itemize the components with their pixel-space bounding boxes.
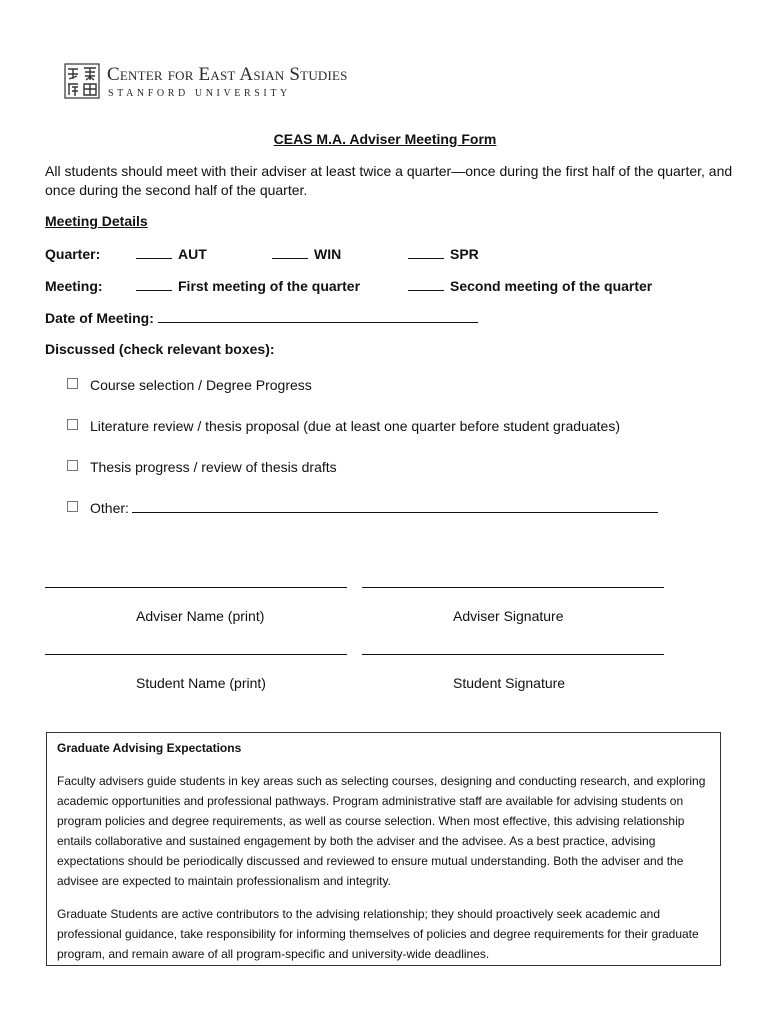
quarter-win-blank[interactable] [272, 246, 308, 259]
quarter-aut-blank[interactable] [136, 246, 172, 259]
meeting-details-heading: Meeting Details [45, 213, 148, 229]
checkbox-label: Course selection / Degree Progress [90, 377, 312, 393]
checkbox-label: Other: [90, 500, 129, 516]
advising-expectations-box [46, 732, 721, 966]
meeting-option-second[interactable] [408, 278, 652, 294]
meeting-label: Meeting: [45, 278, 103, 294]
meeting-second-label: Second meeting of the quarter [450, 278, 653, 294]
university-name: STANFORD UNIVERSITY [108, 88, 291, 99]
meeting-second-blank[interactable] [408, 278, 444, 291]
expectations-title: Graduate Advising Expectations [57, 741, 242, 755]
checkbox-other[interactable] [67, 500, 658, 516]
org-name: Center for East Asian Studies [107, 64, 348, 85]
discussed-label: Discussed (check relevant boxes): [45, 341, 275, 357]
other-input-line[interactable] [132, 500, 658, 513]
form-title: CEAS M.A. Adviser Meeting Form [273, 131, 497, 147]
checkbox-thesis-progress[interactable] [67, 459, 337, 475]
quarter-label: Quarter: [45, 246, 101, 262]
student-name-line[interactable] [45, 654, 347, 655]
checkbox-literature-review[interactable] [67, 418, 620, 434]
student-signature-label: Student Signature [453, 675, 566, 691]
ceas-logo [64, 63, 348, 103]
quarter-win-label: WIN [314, 246, 342, 262]
meeting-first-label: First meeting of the quarter [178, 278, 361, 294]
quarter-spr-blank[interactable] [408, 246, 444, 259]
date-input-line[interactable] [158, 310, 478, 323]
adviser-name-label: Adviser Name (print) [136, 608, 265, 624]
quarter-option-aut[interactable] [136, 246, 207, 262]
seal-icon [64, 63, 100, 99]
quarter-aut-label: AUT [178, 246, 207, 262]
expectations-paragraph-1: Faculty advisers guide students in key areas such as selecting courses, designing and conducting research, and exploring academic opportunities and professional pathways. Program administrative staff are available for advising students on program policies and degree requirements, as well as course selection. When most effective, this advising relationship entails collaborative and sustained engagement by both the adviser and the advisee. As a best practice, advising expectations should be periodically discussed and reviewed to ensure mutual understanding. Both the adviser and the advisee are expected to maintain professionalism and integrity. [57, 774, 706, 888]
checkbox-icon[interactable] [67, 460, 78, 471]
adviser-name-line[interactable] [45, 587, 347, 588]
quarter-option-spr[interactable] [408, 246, 479, 262]
intro-text: All students should meet with their adviser at least twice a quarter—once during the first half of the quarter, and once during the second half of the quarter. [45, 163, 733, 198]
adviser-signature-label: Adviser Signature [453, 608, 564, 624]
adviser-signature-line[interactable] [362, 587, 664, 588]
checkbox-label: Literature review / thesis proposal (due at least one quarter before student graduates) [90, 418, 620, 434]
student-name-label: Student Name (print) [136, 675, 266, 691]
quarter-option-win[interactable] [272, 246, 341, 262]
student-signature-line[interactable] [362, 654, 664, 655]
checkbox-icon[interactable] [67, 501, 78, 512]
checkbox-icon[interactable] [67, 378, 78, 389]
quarter-spr-label: SPR [450, 246, 479, 262]
checkbox-label: Thesis progress / review of thesis drafts [90, 459, 337, 475]
checkbox-icon[interactable] [67, 419, 78, 430]
date-label: Date of Meeting: [45, 310, 154, 326]
checkbox-course-selection[interactable] [67, 377, 312, 393]
expectations-paragraph-2: Graduate Students are active contributors to the advising relationship; they should proactively seek academic and professional guidance, take responsibility for informing themselves of policies and degree requirements for their graduate program, and remain aware of all program-specific and university-wide deadlines. [57, 907, 699, 961]
meeting-first-blank[interactable] [136, 278, 172, 291]
meeting-option-first[interactable] [136, 278, 360, 294]
date-row [45, 310, 478, 326]
